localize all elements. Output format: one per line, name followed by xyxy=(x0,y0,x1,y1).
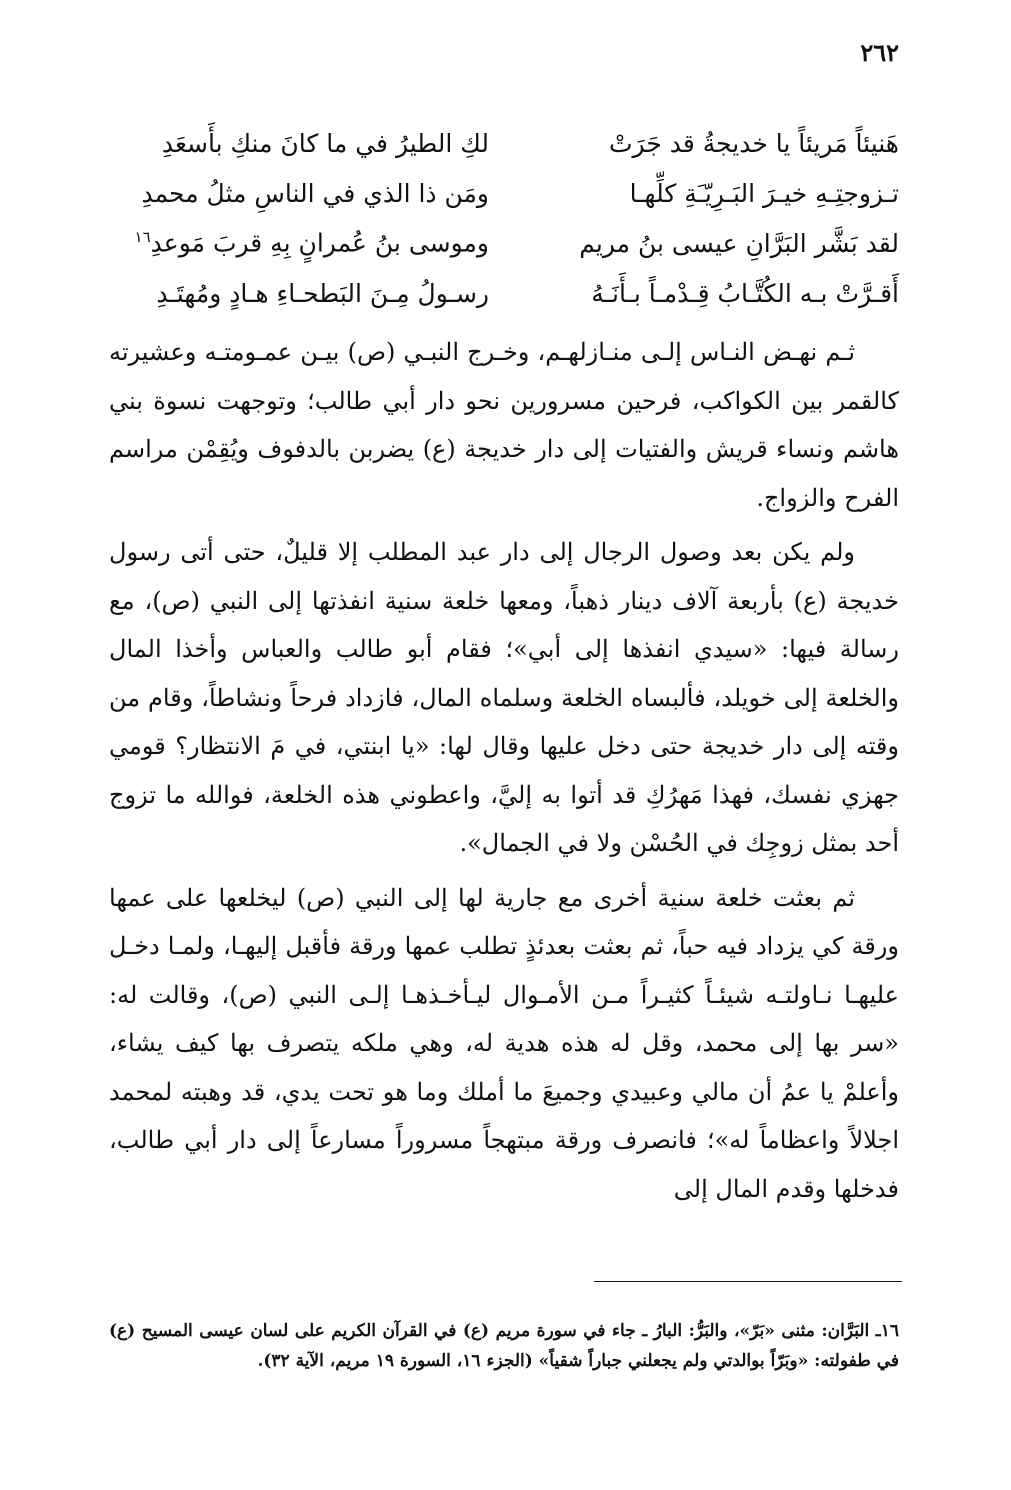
verse-second-hemistich: لكِ الطيرُ في ما كانَ منكِ بأَسعَدِ xyxy=(161,128,489,158)
body-text xyxy=(109,328,899,1219)
paragraph: ولم يكن بعد وصول الرجال إلى دار عبد المطلب إلا قليلٌ، حتى أتى رسول خديجة (ع) بأربعة آلاف دينار ذهباً، ومعها خلعة سنية انفذتها إلى النبي (ص)، مع رسالة فيها: «سيدي انفذها إلى أبي»؛ فقام أبو طالب والعباس وأخذا المال والخلعة إلى خويلد، فألبساه الخلعة وسلماه المال، فازداد فرحاً ونشاطاً، وقام من وقته إلى دار خديجة حتى دخل عليها وقال لها: «يا ابنتي، في مَ الانتظار؟ قومي جهزي نفسك، فهذا مَهرُكِ قد أتوا به إليَّ، واعطوني هذه الخلعة، فوالله ما تزوج أحد بمثل زوجِك في الحُسْن ولا في الجمال». xyxy=(109,538,899,857)
poem-verse xyxy=(109,218,899,268)
verse-first-hemistich: أَقـرَّتْ بـه الكُتَّـابُ قِـدْمـاً بـأَنَـهُ xyxy=(591,278,899,308)
poem xyxy=(109,118,899,318)
footnote-divider xyxy=(594,1281,902,1282)
footnote-marker: ١٦ xyxy=(134,228,151,247)
verse-second-hemistich: ومَن ذا الذي في الناسِ مثلُ محمدِ xyxy=(141,178,489,208)
page-number: ٢٦٢ xyxy=(860,38,899,67)
paragraph: ثـم نهـض النـاس إلـى منـازلهـم، وخـرج النبـي (ص) بيـن عمـومتـه وعشيرته كالقمر بين الكواكب، فرحين مسرورين نحو دار أبي طالب؛ وتوجهت نسوة بني هاشم ونساء قريش والفتيات إلى دار خديجة (ع) يضربن بالدفوف ويُقِمْن مراسم الفرح والزواج. xyxy=(109,338,899,512)
verse-first-hemistich: تـزوجتِـهِ خيـرَ البَـرِيّـَةِ كلِّهـا xyxy=(629,178,899,208)
verse-first-hemistich: لقد بَشَّر البَرَّانِ عيسى بنُ مريم xyxy=(579,228,899,258)
verse-second-hemistich: وموسى بنُ عُمرانٍ بِهِ قربَ مَوعدِ$^{١٦}$ xyxy=(134,228,489,258)
poem-verse xyxy=(109,118,899,168)
poem-verse xyxy=(109,168,899,218)
poem-verse xyxy=(109,268,899,318)
verse-second-hemistich: رسـولُ مِـنَ البَطحـاءِ هـادٍ ومُهتَـدِ xyxy=(156,278,489,308)
paragraph: ثم بعثت خلعة سنية أخرى مع جارية لها إلى النبي (ص) ليخلعها على عمها ورقة كي يزداد فيه حباً، ثم بعثت بعدئذٍ تطلب عمها ورقة فأقبل إليهـا، ولمـا دخـل عليهـا نـاولتـه شيئـاً كثيـراً مـن الأمـوال ليـأخـذهـا إلـى النبي (ص)، وقالت له: «سر بها إلى محمد، وقل له هذه هدية له، وهي ملكه يتصرف بها كيف يشاء، وأعلمْ يا عمُ أن مالي وعبيدي وجميعَ ما أملك وما هو تحت يدي، قد وهبته لمحمد اجلالاً واعظاماً له»؛ فانصرف ورقة مبتهجاً مسروراً مسارعاً إلى دار أبي طالب، فدخلها وقدم المال إلى xyxy=(109,883,899,1203)
footnote: ١٦ـ البَرَّان: مثنى «بَرّ»، والبَرُّ: البارُ ـ جاء في سورة مريم (ع) في القرآن الكريم على لسان عيسى المسيح (ع) في طفولته: «وبَرّاً بوالدتي ولم يجعلني جباراً شقياً» (الجزء ١٦، السورة ١٩ مريم، الآية ٣٢). xyxy=(109,1321,899,1371)
verse-first-hemistich: هَنيئاً مَريئاً يا خديجةُ قد جَرَتْ xyxy=(609,128,899,158)
